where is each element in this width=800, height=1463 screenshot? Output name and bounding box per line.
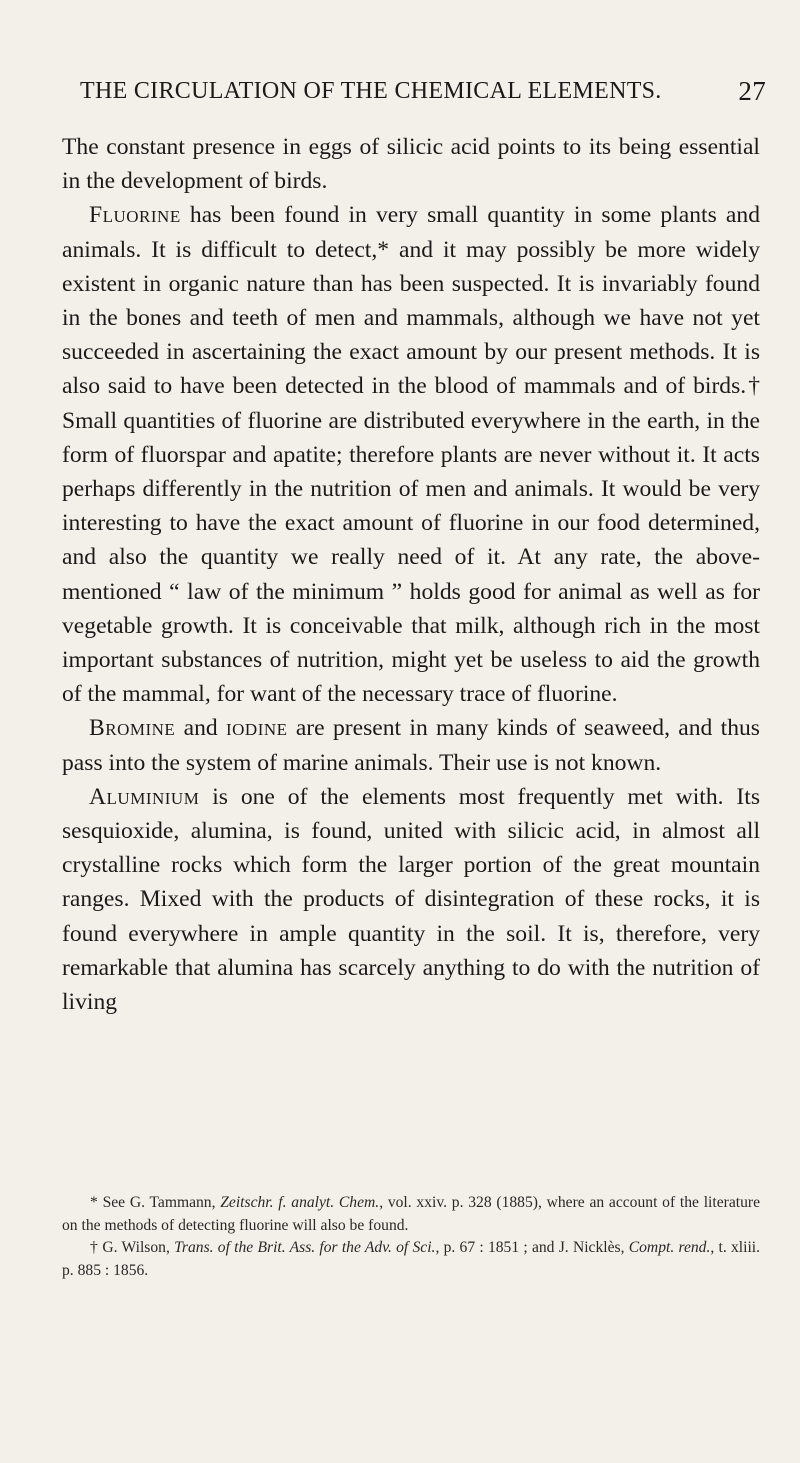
- footnote-text: , vol. xxiv. p. 328 (1885), where an account of the literature on the methods of detecting fluorine will also be found.: [62, 1194, 760, 1234]
- paragraph-text: The constant presence in eggs of silicic acid points to its being essential in the development of birds.: [62, 134, 760, 195]
- footnote-text: G. Wilson,: [102, 1239, 175, 1257]
- footnote-text: , t. xliii. p. 885 : 1856.: [62, 1239, 761, 1279]
- paragraph-lead-word: Bromine: [89, 715, 176, 742]
- footnote-source: Compt. rend.: [628, 1239, 711, 1257]
- footnote-2: [62, 1237, 760, 1282]
- paragraph-lead-word: Aluminium: [89, 783, 200, 810]
- footnote-source: Trans. of the Brit. Ass. for the Adv. of Sci.: [174, 1239, 436, 1257]
- footnotes: [62, 1192, 760, 1282]
- footnote-source: Zeitschr. f. analyt. Chem.: [220, 1194, 380, 1211]
- paragraph-text: are present in many kinds of seaweed, and thus pass into the system of marine animals. Their use is not known.: [62, 715, 760, 776]
- paragraph-aluminium: [62, 780, 760, 1019]
- body-text: [62, 130, 760, 1019]
- paragraph-text: has been found in very small quantity in some plants and animals. It is difficult to detect,* and it may possibly be more widely existent in organic nature than has been suspected. It is invariably found in the bones and teeth of men and mammals, although we have not yet succeeded in ascertaining the exact amount by our present methods. It is also said to have been detected in the blood of mammals and of birds.† Small quantities of fluorine are distributed everywhere in the earth, in the form of fluorspar and apatite; therefore plants are never without it. It acts perhaps differently in the nutrition of men and animals. It would be very interesting to have the exact amount of fluorine in our food determined, and also the quantity we really need of it. At any rate, the above-mentioned “ law of the minimum ” holds good for animal as well as for vegetable growth. It is conceivable that milk, although rich in the most important substances of nutrition, might yet be useless to aid the growth of the mammal, for want of the necessary trace of fluorine.: [62, 202, 760, 708]
- running-head-title: THE CIRCULATION OF THE CHEMICAL ELEMENTS.: [80, 78, 662, 104]
- running-head: [80, 78, 766, 105]
- footnote-1: [62, 1192, 760, 1237]
- paragraph-fluorine: [62, 198, 760, 711]
- footnote-mark: *: [90, 1194, 103, 1211]
- paragraph-bromine-iodine: [62, 711, 760, 779]
- paragraph-connector: and: [175, 715, 226, 742]
- page-number: 27: [738, 76, 766, 106]
- paragraph-text: is one of the elements most frequently met with. Its sesquioxide, alumina, is found, united with silicic acid, in almost all crystalline rocks which form the larger portion of the great mountain ranges. Mixed with the products of disintegration of these rocks, it is found everywhere in ample quantity in the soil. It is, therefore, very remarkable that alumina has scarcely anything to do with the nutrition of living: [62, 783, 760, 1016]
- footnote-text: See G. Tammann,: [102, 1194, 221, 1211]
- paragraph-second-lead-word: iodine: [225, 715, 288, 742]
- footnote-text: , p. 67 : 1851 ; and J. Nicklès,: [435, 1239, 629, 1257]
- paragraph-silicic-acid: [62, 130, 760, 198]
- footnote-mark: †: [90, 1239, 103, 1257]
- paragraph-lead-word: Fluorine: [89, 202, 181, 229]
